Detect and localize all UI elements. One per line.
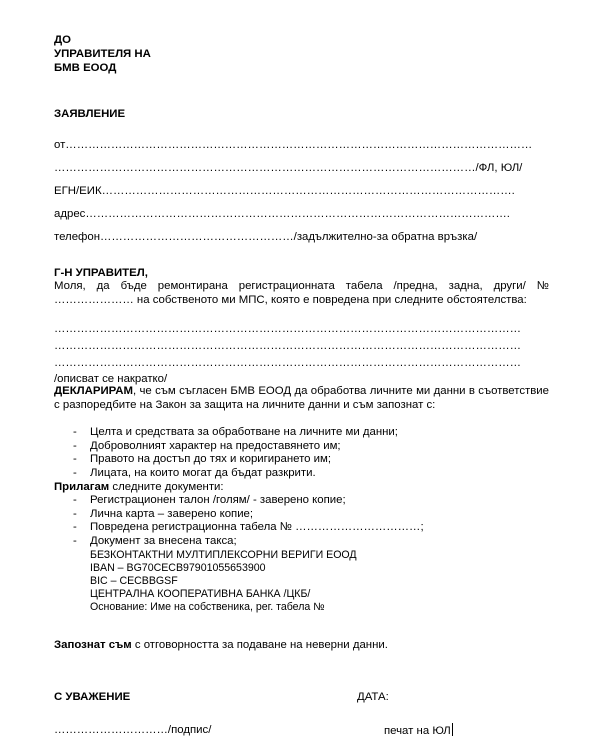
declaration-list bbox=[54, 426, 398, 480]
attach-text: следните документи: bbox=[109, 481, 224, 493]
closing: С УВАЖЕНИЕ bbox=[54, 691, 131, 703]
from-field: от…………………………………………………………………………………………………………… bbox=[54, 139, 533, 151]
list-item: - Правото на достъп до тях и коригирането им; bbox=[73, 453, 332, 466]
attachments-list bbox=[54, 494, 424, 548]
list-item: - Лична карта – заверено копие; bbox=[73, 507, 254, 520]
greeting: Г-Н УПРАВИТЕЛ, bbox=[54, 267, 148, 279]
from-field-continued: …………………………………………………………………………………………………/ФЛ, ЮЛ/ bbox=[54, 162, 523, 174]
payment-recipient: БЕЗКОНТАКТНИ МУЛТИПЛЕКСОРНИ ВЕРИГИ ЕООД bbox=[90, 549, 357, 561]
egn-field: ЕГН/ЕИК………………………………………………………………………………………………. bbox=[54, 185, 515, 197]
date-label: ДАТА: bbox=[357, 691, 389, 703]
addressee-line-1: ДО bbox=[54, 34, 71, 46]
circumstance-line-3: …………………………………………………………………………………………………………… bbox=[54, 357, 522, 369]
payment-iban: IBAN – BG70CECB97901055653900 bbox=[90, 562, 266, 574]
text-cursor bbox=[452, 723, 453, 736]
declaration-paragraph bbox=[54, 385, 549, 412]
request-paragraph: Моля, да бъде ремонтирана регистрационната табела /предна, задна, други/ № ………………… на собственото ми МПС, която е повредена при следните обстоятелства: bbox=[54, 280, 549, 306]
declaration-keyword: ДЕКЛАРИРАМ bbox=[54, 385, 133, 397]
stamp-label: печат на ЮЛ bbox=[384, 725, 451, 737]
document-title: ЗАЯВЛЕНИЕ bbox=[54, 108, 126, 120]
addressee-line-3: БМВ ЕООД bbox=[54, 62, 117, 74]
stamp-area bbox=[384, 723, 453, 738]
phone-field: телефон……………………………………………/задължително-за обратна връзка/ bbox=[54, 231, 478, 243]
addressee-line-2: УПРАВИТЕЛЯ НА bbox=[54, 48, 151, 60]
attach-heading bbox=[54, 480, 224, 494]
attach-keyword: Прилагам bbox=[54, 481, 110, 493]
payment-bic: BIC – CECBBGSF bbox=[90, 575, 178, 587]
payment-bank: ЦЕНТРАЛНА КООПЕРАТИВНА БАНКА /ЦКБ/ bbox=[90, 588, 311, 600]
circumstance-line-2: …………………………………………………………………………………………………………… bbox=[54, 340, 522, 352]
list-item: - Регистрационен талон /голям/ - заверено копие; bbox=[73, 494, 346, 506]
signature-line: …………………………/подпис/ bbox=[54, 724, 212, 736]
list-item: - Целта и средствата за обработване на личните ми данни; bbox=[73, 426, 398, 438]
list-item: - Документ за внесена такса; bbox=[73, 534, 237, 547]
payment-reason: Основание: Име на собственика, рег. табела № bbox=[90, 601, 325, 613]
list-item: - Повредена регистрационна табела № ……………………………; bbox=[73, 521, 424, 534]
declaration-text: , че съм съгласен БМВ ЕООД да обработва личните ми данни в съответствие с разпоредбите на Закон за защита на личните данни и съм запознат с: bbox=[54, 385, 549, 411]
list-item: - Лицата, на които могат да бъдат разкрити. bbox=[73, 466, 316, 479]
list-item: - Доброволният характер на предоставянето им; bbox=[73, 439, 341, 452]
aware-statement bbox=[54, 638, 388, 652]
circumstance-line-1: …………………………………………………………………………………………………………… bbox=[54, 323, 522, 335]
address-field: адрес…………………………………………………………………………………………………. bbox=[54, 208, 510, 220]
aware-keyword: Запознат съм bbox=[54, 639, 132, 651]
brief-note: /описват се накратко/ bbox=[54, 373, 168, 385]
aware-text: с отговорността за подаване на неверни данни. bbox=[131, 639, 388, 651]
